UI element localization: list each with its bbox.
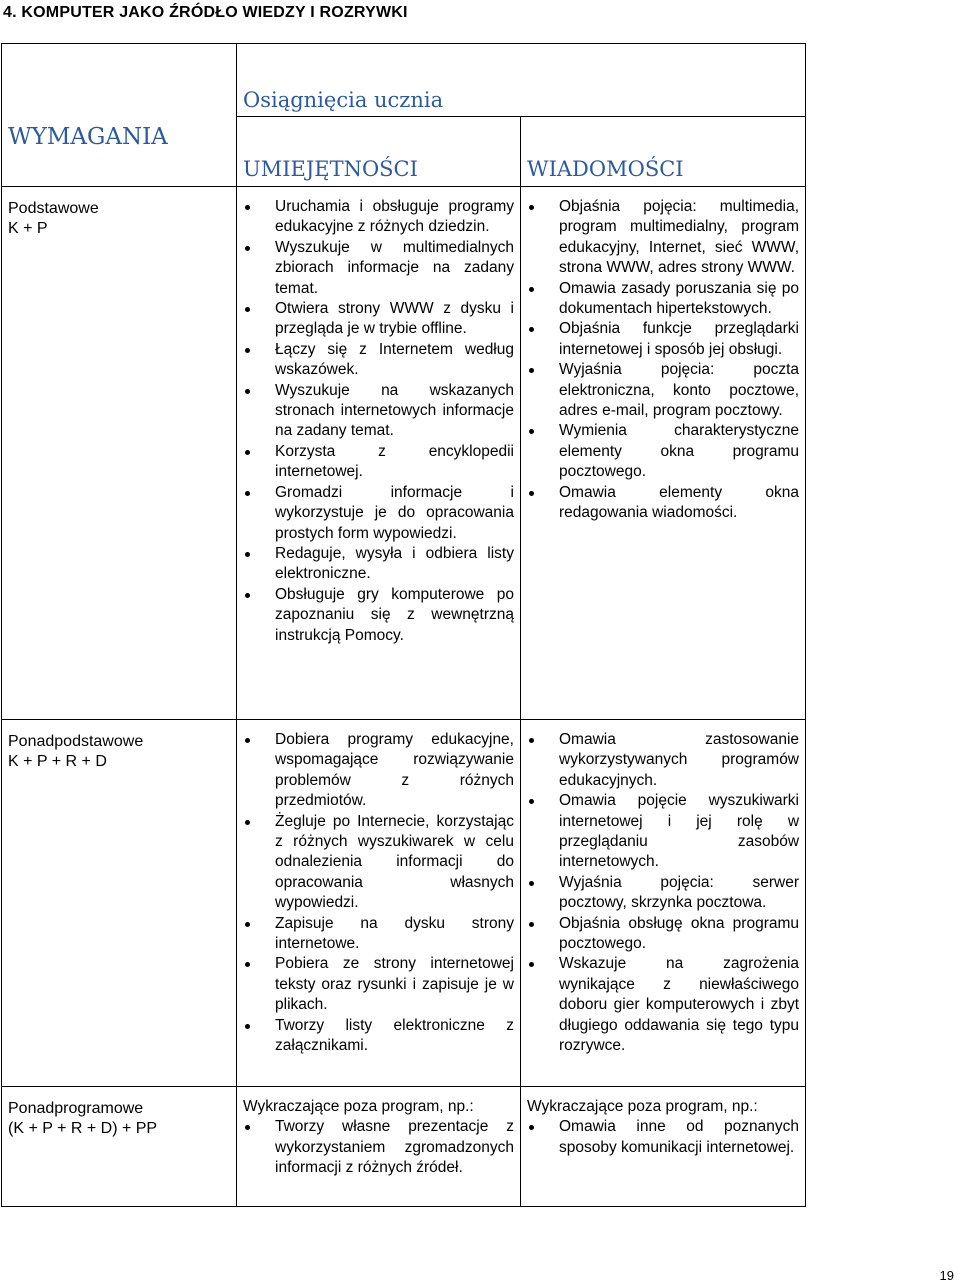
level-formula: K + P + R + D <box>8 753 107 770</box>
list-item <box>243 730 514 812</box>
list-item-text: Omawia inne od poznanych sposoby komunikacji internetowej. <box>559 1118 800 1156</box>
skills-list <box>237 187 520 646</box>
beyond-program-label: Wykraczające poza program, np.: <box>527 1098 758 1115</box>
list-item-text: Objaśnia pojęcia: multimedia, program multimedialny, program edukacyjny, Internet, sieć WWW, strona WWW, adres strony WWW. <box>559 198 800 277</box>
list-item <box>243 442 514 483</box>
bullet-icon <box>529 327 534 332</box>
list-item <box>527 360 799 421</box>
skills-cell <box>237 187 521 720</box>
list-item-text: Wymienia charakterystyczne elementy okna programu pocztowego. <box>559 422 800 481</box>
bullet-icon <box>245 389 250 394</box>
list-item <box>527 197 799 279</box>
level-label <box>2 720 236 772</box>
list-item <box>243 340 514 381</box>
knowledge-cell <box>521 187 806 720</box>
knowledge-cell <box>521 720 806 1087</box>
list-item-text: Wyjaśnia pojęcia: poczta elektroniczna, konto pocztowe, adres e-mail, program pocztowy. <box>559 361 800 420</box>
bullet-icon <box>245 348 250 353</box>
level-cell <box>2 1087 237 1207</box>
level-cell <box>2 720 237 1087</box>
level-label <box>2 187 236 239</box>
bullet-icon <box>245 552 250 557</box>
list-item <box>527 873 799 914</box>
list-item-text: Otwiera strony WWW z dysku i przegląda je w trybie offline. <box>275 300 514 338</box>
list-item <box>243 1016 514 1057</box>
list-item-text: Gromadzi informacje i wykorzystuje je do opracowania prostych form wypowiedzi. <box>275 483 514 542</box>
list-item <box>527 421 799 482</box>
list-item <box>243 1117 514 1178</box>
list-item-text: Wskazuje na zagrożenia wynikające z niewłaściwego doboru gier komputerowych i zbyt długiego oddawania się tego typu rozrywce. <box>559 955 800 1055</box>
bullet-icon <box>529 922 534 927</box>
list-item <box>527 791 799 873</box>
beyond-program-label: Wykraczające poza program, np.: <box>243 1098 474 1115</box>
list-item <box>243 914 514 955</box>
skills-cell <box>237 720 521 1087</box>
list-item <box>527 914 799 955</box>
list-item <box>243 197 514 238</box>
knowledge-list <box>521 1117 805 1158</box>
skills-cell <box>237 1087 521 1207</box>
bullet-icon <box>529 429 534 434</box>
list-item-text: Korzysta z encyklopedii internetowej. <box>275 442 514 481</box>
list-item <box>527 730 799 791</box>
level-cell <box>2 187 237 720</box>
list-item-text: Łączy się z Internetem według wskazówek. <box>275 340 514 379</box>
bullet-icon <box>245 307 250 312</box>
bullet-icon <box>529 962 534 967</box>
list-item <box>527 279 799 320</box>
list-item-text: Wyjaśnia pojęcia: serwer pocztowy, skrzynka pocztowa. <box>559 873 800 912</box>
page-number: 19 <box>939 1268 954 1283</box>
header-row-top <box>2 44 806 117</box>
list-item-text: Wyszukuje na wskazanych stronach internetowych informacje na zadany temat. <box>275 381 514 440</box>
header-achievements-cell <box>237 44 806 117</box>
bullet-icon <box>245 1024 250 1029</box>
header-skills-cell <box>237 116 521 186</box>
header-achievements: Osiągnięcia ucznia <box>243 88 444 112</box>
bullet-icon <box>245 738 250 743</box>
bullet-icon <box>245 820 250 825</box>
list-item-text: Omawia elementy okna redagowania wiadomości. <box>559 483 800 522</box>
list-item <box>243 544 514 585</box>
list-item-text: Wyszukuje w multimedialnych zbiorach informacje na zadany temat. <box>275 238 514 297</box>
level-name: Ponadprogramowe <box>8 1100 144 1117</box>
bullet-icon <box>529 881 534 886</box>
row-basic <box>2 187 806 720</box>
bullet-icon <box>245 593 250 598</box>
bullet-icon <box>529 491 534 496</box>
bullet-icon <box>529 287 534 292</box>
list-item-text: Omawia zasady poruszania się po dokumentach hipertekstowych. <box>559 279 800 318</box>
list-item-text: Pobiera ze strony internetowej teksty oraz rysunki i zapisuje je w plikach. <box>275 955 514 1014</box>
list-item-text: Tworzy własne prezentacje z wykorzystaniem zgromadzonych informacji z różnych źródeł. <box>275 1118 514 1177</box>
bullet-icon <box>245 205 250 210</box>
header-knowledge-cell <box>521 116 806 186</box>
list-item <box>243 483 514 544</box>
list-item <box>527 1117 799 1158</box>
row-extended <box>2 720 806 1087</box>
list-item <box>527 483 799 524</box>
list-item <box>243 585 514 646</box>
bullet-icon <box>529 368 534 373</box>
bullet-icon <box>245 491 250 496</box>
header-requirements-cell <box>2 44 237 187</box>
bullet-icon <box>245 1125 250 1130</box>
level-label <box>2 1087 236 1139</box>
list-item-text: Objaśnia funkcje przeglądarki internetowej i sposób jej obsługi. <box>559 320 800 358</box>
list-item <box>243 238 514 299</box>
header-requirements: WYMAGANIA <box>8 124 168 150</box>
skills-list <box>237 1117 520 1178</box>
bullet-icon <box>245 922 250 927</box>
level-formula: (K + P + R + D) + PP <box>8 1120 158 1137</box>
list-item-text: Omawia zastosowanie wykorzystywanych programów edukacyjnych. <box>559 731 800 789</box>
bullet-icon <box>245 450 250 455</box>
header-knowledge: WIADOMOŚCI <box>527 156 684 181</box>
list-item-text: Obsługuje gry komputerowe po zapoznaniu się z wewnętrzną instrukcją Pomocy. <box>275 585 514 644</box>
list-item-text: Tworzy listy elektroniczne z załącznikami. <box>275 1016 514 1055</box>
list-item <box>243 299 514 340</box>
list-item-text: Omawia pojęcie wyszukiwarki internetowej i jej rolę w przeglądaniu zasobów internetowych. <box>559 792 800 871</box>
level-name: Ponadpodstawowe <box>8 733 144 750</box>
knowledge-list <box>521 720 805 1057</box>
page-title: 4. KOMPUTER JAKO ŹRÓDŁO WIEDZY I ROZRYWKI <box>3 4 408 21</box>
knowledge-cell <box>521 1087 806 1207</box>
list-item-text: Żegluje po Internecie, korzystając z różnych wyszukiwarek w celu odnalezienia informacji do opracowania własnych wypowiedzi. <box>275 812 514 912</box>
bullet-icon <box>529 1125 534 1130</box>
list-item-text: Zapisuje na dysku strony internetowe. <box>275 914 514 953</box>
requirements-table <box>1 43 806 1207</box>
knowledge-list <box>521 187 805 524</box>
list-item-text: Dobiera programy edukacyjne, wspomagające rozwiązywanie problemów z różnych przedmiotów. <box>275 731 514 810</box>
list-item <box>243 954 514 1015</box>
bullet-icon <box>529 738 534 743</box>
list-item-text: Uruchamia i obsługuje programy edukacyjne z różnych dziedzin. <box>275 198 514 236</box>
bullet-icon <box>529 205 534 210</box>
bullet-icon <box>245 246 250 251</box>
list-item <box>243 381 514 442</box>
bullet-icon <box>529 799 534 804</box>
list-item-text: Objaśnia obsługę okna programu pocztowego. <box>559 914 800 953</box>
header-skills: UMIEJĘTNOŚCI <box>243 156 418 181</box>
level-name: Podstawowe <box>8 200 99 217</box>
list-item <box>527 954 799 1056</box>
level-formula: K + P <box>8 220 48 237</box>
row-beyond <box>2 1087 806 1207</box>
bullet-icon <box>245 962 250 967</box>
list-item-text: Redaguje, wysyła i odbiera listy elektroniczne. <box>275 544 514 583</box>
skills-list <box>237 720 520 1057</box>
list-item <box>527 319 799 360</box>
list-item <box>243 812 514 914</box>
